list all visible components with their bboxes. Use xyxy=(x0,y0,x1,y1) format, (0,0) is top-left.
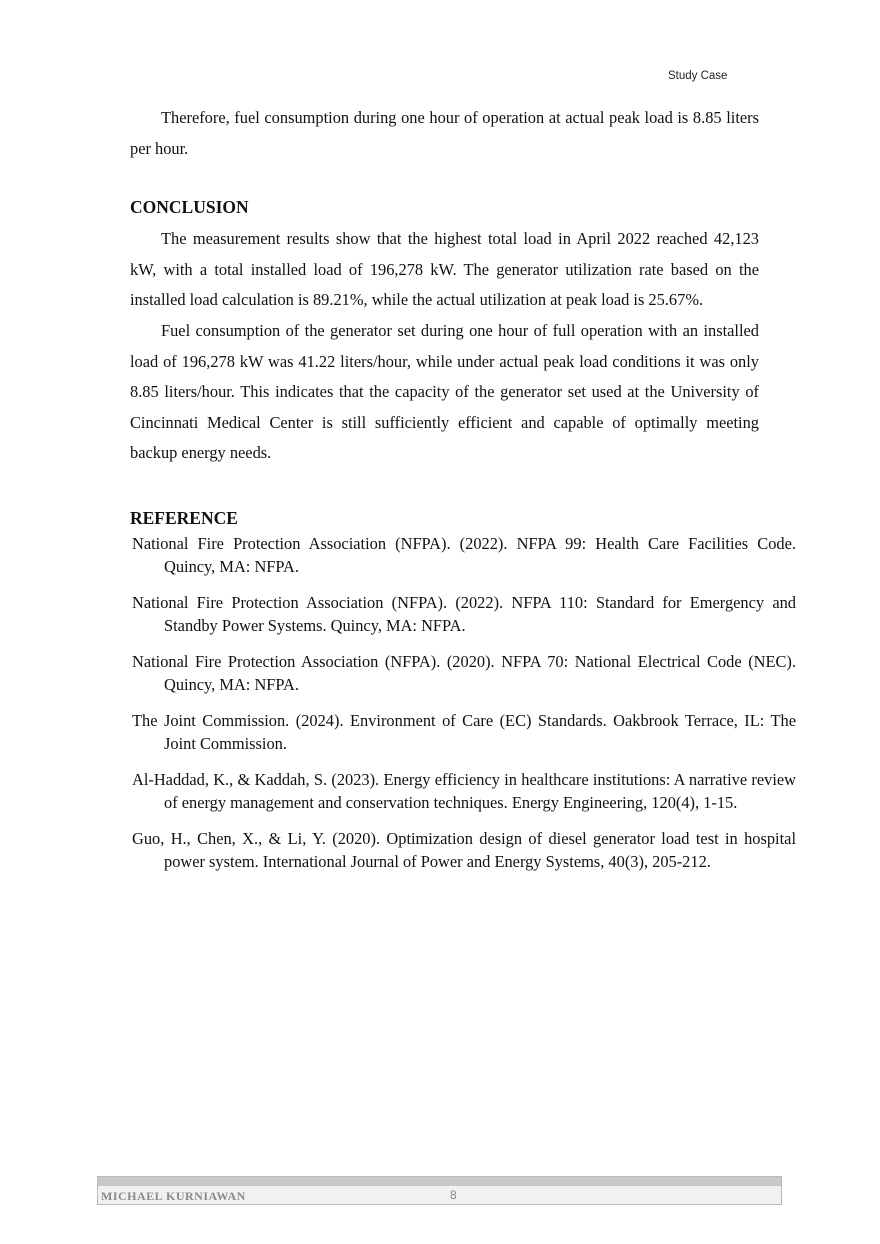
reference-list xyxy=(132,532,796,874)
page-content xyxy=(130,103,796,886)
conclusion-paragraph: The measurement results show that the highest total load in April 2022 reached 42,123 kW, with a total installed load of 196,278 kW. The generator utilization rate based on the installed load calculation is 89.21%, while the actual utilization at peak load is 25.67%. xyxy=(130,229,759,310)
conclusion-heading: CONCLUSION xyxy=(130,197,249,218)
page-footer xyxy=(97,1176,782,1205)
reference-item: National Fire Protection Association (NFPA). (2022). NFPA 99: Health Care Facilities Code. Quincy, MA: NFPA. xyxy=(132,533,796,577)
reference-item: National Fire Protection Association (NFPA). (2022). NFPA 110: Standard for Emergency and Standby Power Systems. Quincy, MA: NFPA. xyxy=(132,592,796,636)
reference-item: Al-Haddad, K., & Kaddah, S. (2023). Energy efficiency in healthcare institutions: A narrative review of energy management and conservation techniques. Energy Engineering, 120(4), 1-15. xyxy=(132,769,796,813)
page-number: 8 xyxy=(450,1188,457,1202)
intro-paragraph: Therefore, fuel consumption during one hour of operation at actual peak load is 8.85 liters per hour. xyxy=(130,108,759,158)
reference-item: Guo, H., Chen, X., & Li, Y. (2020). Optimization design of diesel generator load test in hospital power system. International Journal of Power and Energy Systems, 40(3), 205-212. xyxy=(132,828,796,872)
reference-item: National Fire Protection Association (NFPA). (2020). NFPA 70: National Electrical Code (NEC). Quincy, MA: NFPA. xyxy=(132,651,796,695)
footer-band xyxy=(98,1177,781,1186)
running-header: Study Case xyxy=(668,70,728,82)
conclusion-paragraph: Fuel consumption of the generator set during one hour of full operation with an installed load of 196,278 kW was 41.22 liters/hour, while under actual peak load conditions it was only 8.85 liters/hour. This indicates that the capacity of the generator set used at the University of Cincinnati Medical Center is still sufficiently efficient and capable of optimally meeting backup energy needs. xyxy=(130,320,759,463)
reference-item: The Joint Commission. (2024). Environment of Care (EC) Standards. Oakbrook Terrace, IL: The Joint Commission. xyxy=(132,710,796,754)
footer-author: MICHAEL KURNIAWAN xyxy=(101,1189,246,1203)
reference-heading: REFERENCE xyxy=(130,507,238,528)
